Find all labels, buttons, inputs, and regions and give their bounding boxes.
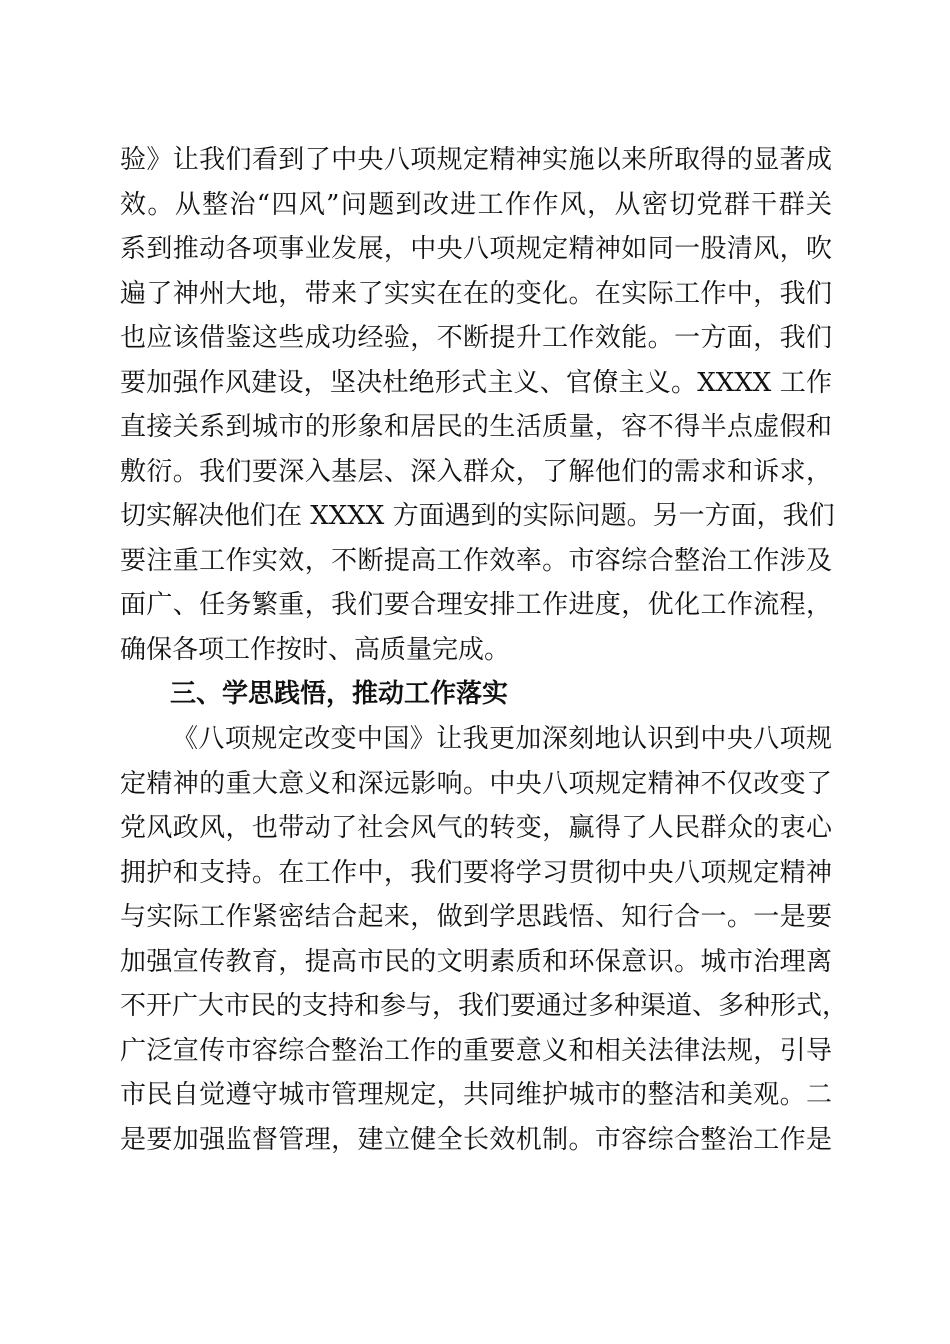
paragraph-2-line: 定精神的重大意义和深远影响。中央八项规定精神不仅改变了 xyxy=(120,768,832,799)
paragraph-2-line: 与实际工作紧密结合起来，做到学思践悟、知行合一。一是要 xyxy=(120,902,832,932)
paragraph-2-line: 是要加强监督管理，建立健全长效机制。市容综合整治工作是 xyxy=(120,1124,832,1155)
paragraph-2-line: 党风政风，也带动了社会风气的转变，赢得了人民群众的衷心 xyxy=(120,813,832,843)
paragraph-1-line: 验》让我们看到了中央八项规定精神实施以来所取得的显著成 xyxy=(120,145,832,175)
paragraph-1 xyxy=(120,138,835,672)
paragraph-1-line: 面广、任务繁重，我们要合理安排工作进度，优化工作流程， xyxy=(120,590,832,620)
paragraph-2-line: 广泛宣传市容综合整治工作的重要意义和相关法律法规，引导 xyxy=(120,1035,832,1066)
paragraph-2-line: 市民自觉遵守城市管理规定，共同维护城市的整洁和美观。二 xyxy=(120,1080,832,1110)
paragraph-1-line: 也应该借鉴这些成功经验，不断提升工作效能。一方面，我们 xyxy=(120,323,832,353)
paragraph-1-line: 系到推动各项事业发展，中央八项规定精神如同一股清风，吹 xyxy=(120,234,832,264)
paragraph-1-line: 效。从整治“四风”问题到改进工作作风，从密切党群干群关 xyxy=(120,189,832,220)
paragraph-2-line: 《八项规定改变中国》让我更加深刻地认识到中央八项规 xyxy=(172,724,832,754)
paragraph-1-line: 遍了神州大地，带来了实实在在的变化。在实际工作中，我们 xyxy=(120,278,832,309)
paragraph-2-line: 加强宣传教育，提高市民的文明素质和环保意识。城市治理离 xyxy=(120,946,832,977)
paragraph-2-line: 拥护和支持。在工作中，我们要将学习贯彻中央八项规定精神 xyxy=(120,857,832,888)
paragraph-2-line: 不开广大市民的支持和参与，我们要通过多种渠道、多种形式， xyxy=(120,991,849,1021)
section-heading: 三、学思践悟，推动工作落实 xyxy=(170,679,509,709)
paragraph-1-line: 确保各项工作按时、高质量完成。 xyxy=(120,634,511,665)
paragraph-1-line: 要注重工作实效，不断提高工作效率。市容综合整治工作涉及 xyxy=(120,545,832,576)
paragraph-1-line: 切实解决他们在 XXXX 方面遇到的实际问题。另一方面，我们 xyxy=(120,501,835,531)
paragraph-2 xyxy=(120,717,849,1162)
paragraph-1-line: 要加强作风建设，坚决杜绝形式主义、官僚主义。XXXX 工作 xyxy=(120,367,832,398)
paragraph-1-line: 直接关系到城市的形象和居民的生活质量，容不得半点虚假和 xyxy=(120,412,832,442)
paragraph-1-line: 敷衍。我们要深入基层、深入群众，了解他们的需求和诉求， xyxy=(120,456,832,487)
